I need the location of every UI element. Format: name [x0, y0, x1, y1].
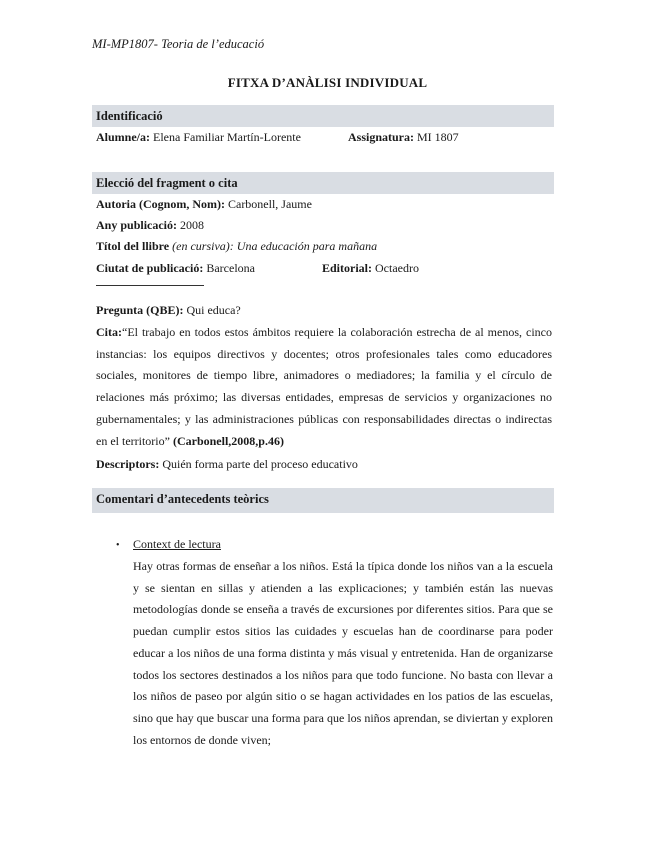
- context-paragraph: Hay otras formas de enseñar a los niños. Está la típica donde los niños van a la escuela y se sientan en sillas y atienden a las explicaciones; y también están las nuevas metodologías donde se enseña a través de excursiones por diferentes sitios. Para que se puedan cumplir estos sitios las cuidades y escuelas han de coordinarse para poder educar a los niños de una forma distinta y más visual y entretenida. Han de organizarse todos los sectores destinados a los niños para que todo funcione. No basta con llevar a los niños de paseo por algún sitio o se hagan actividades en los patios de las escuelas, sino que hay que buscar una forma para que los niños aprendan, se diviertan y exploren los entornos de donde viven;: [133, 559, 553, 747]
- assignatura-value: MI 1807: [417, 130, 459, 144]
- alumne-label: Alumne/a:: [96, 130, 150, 144]
- any-row: [96, 218, 204, 233]
- pregunta-row: [96, 303, 241, 318]
- titol-label: Títol del llibre: [96, 239, 170, 253]
- any-value: 2008: [180, 218, 205, 232]
- cita-label: Cita:: [96, 325, 122, 339]
- editorial-value: Octaedro: [375, 261, 419, 275]
- assignatura-row: [348, 130, 459, 145]
- page-header-note: MI-MP1807- Teoria de l’educació: [92, 37, 265, 51]
- document-title: FITXA D’ANÀLISI INDIVIDUAL: [227, 75, 428, 90]
- assignatura-label: Assignatura:: [348, 130, 415, 144]
- ciutat-label: Ciutat de publicació:: [96, 261, 204, 275]
- editorial-label: Editorial:: [322, 261, 372, 275]
- pregunta-label: Pregunta (QBE):: [96, 303, 184, 317]
- cita-paragraph: [96, 322, 552, 452]
- section-header-identificacio: Identificació: [92, 105, 554, 127]
- context-subheading: Context de lectura: [133, 537, 221, 551]
- ciutat-value: Barcelona: [206, 261, 255, 275]
- descriptors-label: Descriptors:: [96, 457, 160, 471]
- section-header-eleccio: Elecció del fragment o cita: [92, 172, 554, 194]
- ciutat-row: [96, 261, 255, 276]
- editorial-row: [322, 261, 419, 276]
- alumne-row: [96, 130, 301, 145]
- titol-row: [96, 239, 377, 254]
- autoria-value: Carbonell, Jaume: [227, 197, 312, 211]
- autoria-row: [96, 197, 312, 212]
- titol-value: : Una educación para mañana: [229, 239, 378, 253]
- cita-reference: (Carbonell,2008,p.46): [172, 433, 284, 448]
- cita-text: “El trabajo en todos estos ámbitos requiere la colaboración estrecha de al menos, cinco instancias: los equipos directivos y docentes; otros profesionales tales como educadores sociales, monitores de tiempo libre, animadores o mediadores; la familia y el círculo de relaciones más próximo; las diversas entidades, empresas de servicios y organizaciones no gubernamentales; y las administraciones públicas con responsabilidades directas o indirectas en el territorio”: [96, 325, 552, 448]
- separator-line: [96, 285, 204, 286]
- pregunta-value: Qui educa?: [186, 303, 241, 317]
- section-header-comentari: Comentari d’antecedents teòrics: [92, 488, 554, 513]
- descriptors-value: Quién forma parte del proceso educativo: [162, 457, 358, 471]
- descriptors-row: [96, 457, 358, 472]
- alumne-value: Elena Familiar Martín-Lorente: [153, 130, 301, 144]
- autoria-label: Autoria (Cognom, Nom):: [96, 197, 225, 211]
- any-label: Any publicació:: [96, 218, 178, 232]
- bullet-icon: •: [116, 540, 120, 551]
- titol-note: (en cursiva): [172, 239, 230, 253]
